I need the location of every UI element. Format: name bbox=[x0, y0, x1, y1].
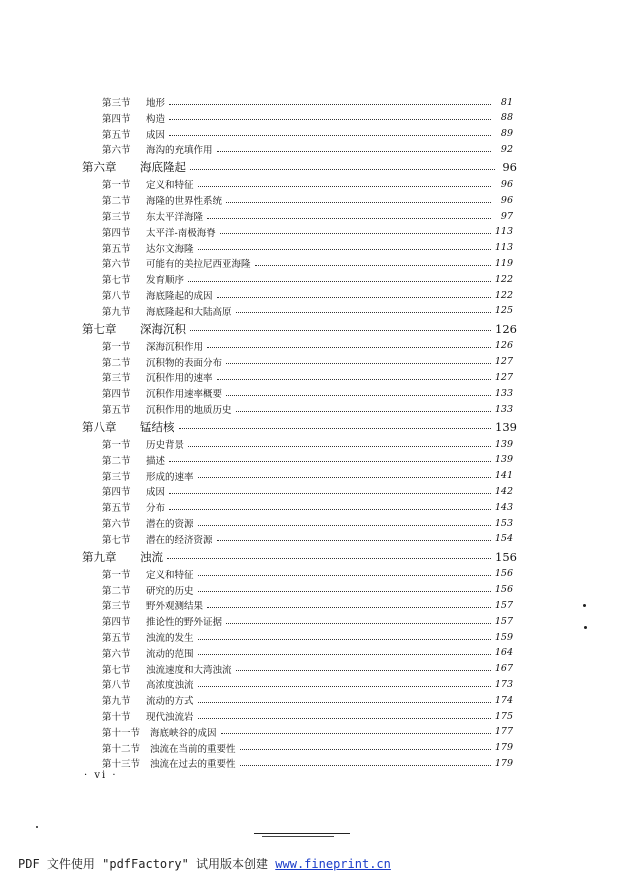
toc-section-row bbox=[0, 110, 623, 126]
bottom-rule bbox=[254, 833, 350, 834]
toc-leader-dots bbox=[198, 477, 491, 478]
toc-leader-dots bbox=[198, 575, 491, 576]
toc-number: 第五节 bbox=[102, 503, 131, 515]
toc-leader-dots bbox=[198, 525, 491, 526]
toc-page: 96 bbox=[502, 160, 517, 175]
toc-page: 179 bbox=[494, 757, 513, 769]
toc-page: 141 bbox=[494, 470, 513, 482]
toc-number: 第八节 bbox=[102, 291, 131, 302]
toc-leader-dots bbox=[207, 347, 491, 348]
toc-title: 深海沉积 bbox=[140, 321, 186, 336]
toc-leader-dots bbox=[169, 104, 491, 105]
toc-title: 潜在的资源 bbox=[146, 519, 194, 530]
toc-leader-dots bbox=[207, 218, 491, 219]
toc-title: 构造 bbox=[146, 113, 166, 125]
toc-number: 第六节 bbox=[102, 145, 131, 157]
toc-title: 成因 bbox=[146, 129, 166, 141]
toc-section-row bbox=[0, 303, 623, 319]
toc-leader-dots bbox=[169, 461, 491, 462]
toc-section-row bbox=[0, 240, 623, 256]
toc-title: 沉积作用的速率 bbox=[146, 373, 213, 385]
toc-number: 第四节 bbox=[102, 113, 131, 125]
toc-number: 第五节 bbox=[102, 633, 131, 644]
toc-title: 浊流在过去的重要性 bbox=[150, 759, 236, 771]
toc-title: 推论性的野外证据 bbox=[146, 617, 223, 629]
toc-page: 143 bbox=[494, 501, 513, 513]
toc-title: 流动的方式 bbox=[146, 696, 194, 708]
toc-section-row bbox=[0, 208, 623, 224]
toc-leader-dots bbox=[240, 749, 491, 750]
toc-page: 142 bbox=[494, 485, 513, 497]
toc-number: 第六节 bbox=[102, 519, 131, 530]
toc-number: 第三节 bbox=[102, 212, 131, 223]
toc-section-row bbox=[0, 613, 623, 629]
toc-page: 89 bbox=[500, 128, 513, 140]
toc-title: 形成的速率 bbox=[146, 471, 194, 483]
toc-number: 第三节 bbox=[102, 98, 131, 109]
toc-page: 157 bbox=[494, 599, 513, 611]
toc-title: 达尔文海隆 bbox=[146, 243, 194, 255]
toc-leader-dots bbox=[226, 202, 491, 203]
toc-section-row bbox=[0, 255, 623, 271]
toc-section-row bbox=[0, 629, 623, 645]
toc-page: 92 bbox=[500, 143, 513, 155]
toc-leader-dots bbox=[221, 733, 491, 734]
toc-leader-dots bbox=[198, 186, 491, 187]
toc-title: 海底隆起和大陆高原 bbox=[146, 306, 232, 318]
toc-page: 156 bbox=[494, 568, 513, 580]
toc-section-row bbox=[0, 645, 623, 661]
toc-section-row bbox=[0, 692, 623, 708]
toc-section-row bbox=[0, 354, 623, 370]
toc-page: 133 bbox=[494, 403, 513, 415]
toc-number: 第三节 bbox=[102, 601, 131, 613]
toc-section-row bbox=[0, 369, 623, 385]
toc-number: 第六节 bbox=[102, 259, 131, 271]
toc-title: 东太平洋海隆 bbox=[146, 212, 204, 223]
toc-leader-dots bbox=[190, 330, 491, 331]
toc-title: 海底峡谷的成因 bbox=[150, 727, 217, 739]
toc-title: 研究的历史 bbox=[146, 585, 194, 597]
toc-title: 定义和特征 bbox=[146, 569, 194, 581]
toc-section-row bbox=[0, 385, 623, 401]
toc-section-row bbox=[0, 452, 623, 468]
toc-section-row bbox=[0, 531, 623, 547]
toc-title: 深海沉积作用 bbox=[146, 341, 204, 353]
toc-leader-dots bbox=[240, 765, 491, 766]
toc-page: 167 bbox=[494, 663, 513, 675]
toc-number: 第二节 bbox=[102, 196, 131, 208]
toc-number: 第七节 bbox=[102, 275, 131, 287]
toc-number: 第八节 bbox=[102, 680, 131, 692]
toc-section-row bbox=[0, 436, 623, 452]
toc-title: 高浓度浊流 bbox=[146, 680, 194, 692]
toc-section-row bbox=[0, 724, 623, 740]
toc-page: 113 bbox=[494, 226, 513, 238]
toc-title: 浊流的发生 bbox=[146, 633, 194, 644]
toc-title: 流动的范围 bbox=[146, 648, 194, 660]
toc-title: 海底隆起的成因 bbox=[146, 291, 213, 302]
toc-leader-dots bbox=[169, 493, 491, 494]
toc-section-row bbox=[0, 94, 623, 110]
toc-leader-dots bbox=[190, 169, 495, 170]
toc-number: 第三节 bbox=[102, 373, 131, 385]
toc-section-row bbox=[0, 338, 623, 354]
toc-section-row bbox=[0, 141, 623, 157]
toc-leader-dots bbox=[226, 395, 491, 396]
toc-section-row bbox=[0, 192, 623, 208]
pdf-footer bbox=[18, 855, 391, 872]
toc-number: 第七节 bbox=[102, 534, 131, 546]
toc-page: 96 bbox=[500, 178, 513, 190]
toc-leader-dots bbox=[198, 654, 491, 655]
toc-chapter-row bbox=[0, 320, 623, 338]
scan-speck bbox=[36, 826, 38, 828]
toc-chapter-row bbox=[0, 158, 623, 176]
toc-page: 133 bbox=[494, 387, 513, 399]
toc-section-row bbox=[0, 401, 623, 417]
toc-leader-dots bbox=[169, 509, 491, 510]
toc-section-row bbox=[0, 271, 623, 287]
toc-title: 沉积物的表面分布 bbox=[146, 357, 223, 369]
toc-title: 可能有的美拉尼西亚海隆 bbox=[146, 259, 251, 271]
toc-page: 119 bbox=[494, 257, 513, 269]
toc-number: 第八章 bbox=[82, 419, 117, 434]
toc-number: 第六节 bbox=[102, 648, 131, 660]
toc-page: 96 bbox=[500, 194, 513, 206]
toc-leader-dots bbox=[236, 411, 491, 412]
toc-number: 第一节 bbox=[102, 180, 131, 192]
toc-section-row bbox=[0, 676, 623, 692]
toc-number: 第二节 bbox=[102, 585, 131, 597]
toc-number: 第四节 bbox=[102, 389, 131, 401]
toc-number: 第三节 bbox=[102, 471, 131, 483]
toc-section-row bbox=[0, 499, 623, 515]
toc-title: 太平洋-南极海脊 bbox=[146, 227, 216, 239]
toc-page: 156 bbox=[494, 584, 513, 596]
toc-page: 159 bbox=[494, 631, 513, 643]
toc-section-row bbox=[0, 740, 623, 756]
toc-title: 锰结核 bbox=[140, 419, 175, 434]
toc-leader-dots bbox=[167, 558, 491, 559]
toc-title: 浊流 bbox=[140, 549, 163, 564]
toc-leader-dots bbox=[198, 639, 491, 640]
toc-leader-dots bbox=[217, 540, 491, 541]
toc-number: 第二节 bbox=[102, 455, 131, 467]
toc-section-row bbox=[0, 515, 623, 531]
toc-page: 122 bbox=[494, 289, 513, 301]
toc-number: 第一节 bbox=[102, 440, 131, 451]
toc-section-row bbox=[0, 566, 623, 582]
toc-page: 173 bbox=[494, 678, 513, 690]
toc-number: 第九节 bbox=[102, 306, 131, 318]
toc-section-row bbox=[0, 582, 623, 598]
toc-title: 沉积作用速率概要 bbox=[146, 389, 223, 401]
footer-link[interactable]: www.fineprint.cn bbox=[275, 857, 391, 871]
toc-title: 海沟的充填作用 bbox=[146, 145, 213, 157]
toc-page: 154 bbox=[494, 533, 513, 545]
toc-title: 野外观测结果 bbox=[146, 601, 204, 613]
toc-leader-dots bbox=[207, 607, 491, 608]
toc-title: 分布 bbox=[146, 503, 166, 515]
toc-number: 第二节 bbox=[102, 357, 131, 369]
toc-section-row bbox=[0, 597, 623, 613]
toc-page: 127 bbox=[494, 371, 513, 383]
toc-leader-dots bbox=[198, 249, 491, 250]
toc-leader-dots bbox=[179, 428, 492, 429]
toc-title: 潜在的经济资源 bbox=[146, 534, 213, 546]
toc-leader-dots bbox=[198, 591, 491, 592]
toc-page: 174 bbox=[494, 694, 513, 706]
page-number: · vi · bbox=[84, 770, 118, 781]
toc-section-row bbox=[0, 708, 623, 724]
toc-leader-dots bbox=[255, 265, 491, 266]
toc-page: 179 bbox=[494, 742, 513, 754]
toc-leader-dots bbox=[188, 281, 491, 282]
toc-page: 139 bbox=[494, 454, 513, 466]
toc-section-row bbox=[0, 468, 623, 484]
toc-number: 第四节 bbox=[102, 487, 131, 499]
toc-page: 153 bbox=[494, 517, 513, 529]
toc-leader-dots bbox=[198, 718, 491, 719]
toc-number: 第五节 bbox=[102, 405, 131, 416]
toc-title: 发育顺序 bbox=[146, 275, 185, 287]
toc-number: 第一节 bbox=[102, 341, 131, 353]
toc-number: 第十二节 bbox=[102, 743, 141, 755]
toc-section-row bbox=[0, 224, 623, 240]
toc-page: 81 bbox=[500, 96, 513, 108]
toc-leader-dots bbox=[169, 119, 491, 120]
toc-page: 113 bbox=[494, 242, 513, 254]
toc-number: 第一节 bbox=[102, 569, 131, 581]
toc-number: 第十节 bbox=[102, 712, 131, 723]
toc-title: 海隆的世界性系统 bbox=[146, 196, 223, 208]
toc-chapter-row bbox=[0, 418, 623, 436]
toc-number: 第十三节 bbox=[102, 759, 141, 771]
toc-number: 第七节 bbox=[102, 664, 131, 676]
toc-leader-dots bbox=[236, 312, 491, 313]
toc-title: 现代浊流岩 bbox=[146, 712, 194, 723]
toc-title: 地形 bbox=[146, 98, 166, 109]
toc-title: 描述 bbox=[146, 455, 166, 467]
toc-number: 第九节 bbox=[102, 696, 131, 708]
toc-title: 沉积作用的地质历史 bbox=[146, 405, 232, 416]
footer-text: PDF 文件使用 "pdfFactory" 试用版本创建 bbox=[18, 857, 276, 871]
toc-page: 88 bbox=[500, 112, 513, 124]
toc-title: 历史背景 bbox=[146, 440, 185, 451]
toc-section-row bbox=[0, 126, 623, 142]
toc-section-row bbox=[0, 661, 623, 677]
bottom-rule-short bbox=[262, 836, 334, 837]
toc-leader-dots bbox=[226, 363, 491, 364]
toc-leader-dots bbox=[198, 702, 491, 703]
toc-leader-dots bbox=[226, 623, 491, 624]
toc-page: 156 bbox=[495, 549, 517, 564]
toc-page: 126 bbox=[494, 340, 513, 352]
toc-number: 第五节 bbox=[102, 129, 131, 141]
toc-page: 175 bbox=[494, 710, 513, 722]
toc-leader-dots bbox=[198, 686, 491, 687]
toc-number: 第五节 bbox=[102, 243, 131, 255]
toc-title: 成因 bbox=[146, 487, 166, 499]
scan-speck bbox=[583, 604, 586, 607]
toc-number: 第十一节 bbox=[102, 727, 141, 739]
toc-number: 第四节 bbox=[102, 617, 131, 629]
toc-section-row bbox=[0, 483, 623, 499]
toc-page: 97 bbox=[500, 210, 513, 222]
toc-section-row bbox=[0, 176, 623, 192]
toc-chapter-row bbox=[0, 548, 623, 566]
toc-page: 125 bbox=[494, 305, 513, 317]
toc-page: 157 bbox=[494, 615, 513, 627]
toc-page: 122 bbox=[494, 273, 513, 285]
toc-leader-dots bbox=[169, 135, 491, 136]
toc-number: 第四节 bbox=[102, 227, 131, 239]
toc-leader-dots bbox=[188, 446, 491, 447]
toc-number: 第六章 bbox=[82, 160, 117, 175]
toc-number: 第九章 bbox=[82, 549, 117, 564]
toc-leader-dots bbox=[220, 233, 491, 234]
toc-page: 126 bbox=[495, 321, 517, 336]
toc-title: 海底隆起 bbox=[140, 160, 186, 175]
toc-title: 浊流速度和大湾浊流 bbox=[146, 664, 232, 676]
toc-title: 浊流在当前的重要性 bbox=[150, 743, 236, 755]
toc-page: 177 bbox=[494, 726, 513, 738]
toc-page: 139 bbox=[494, 438, 513, 450]
toc-leader-dots bbox=[217, 297, 491, 298]
toc-section-row bbox=[0, 287, 623, 303]
scan-speck bbox=[584, 626, 587, 629]
toc-page: 127 bbox=[494, 356, 513, 368]
toc-title: 定义和特征 bbox=[146, 180, 194, 192]
toc-leader-dots bbox=[217, 151, 491, 152]
toc-page: 164 bbox=[494, 647, 513, 659]
toc-number: 第七章 bbox=[82, 321, 117, 336]
toc-leader-dots bbox=[217, 379, 491, 380]
toc-leader-dots bbox=[236, 670, 491, 671]
toc-section-row bbox=[0, 755, 623, 771]
toc-page: 139 bbox=[495, 419, 517, 434]
